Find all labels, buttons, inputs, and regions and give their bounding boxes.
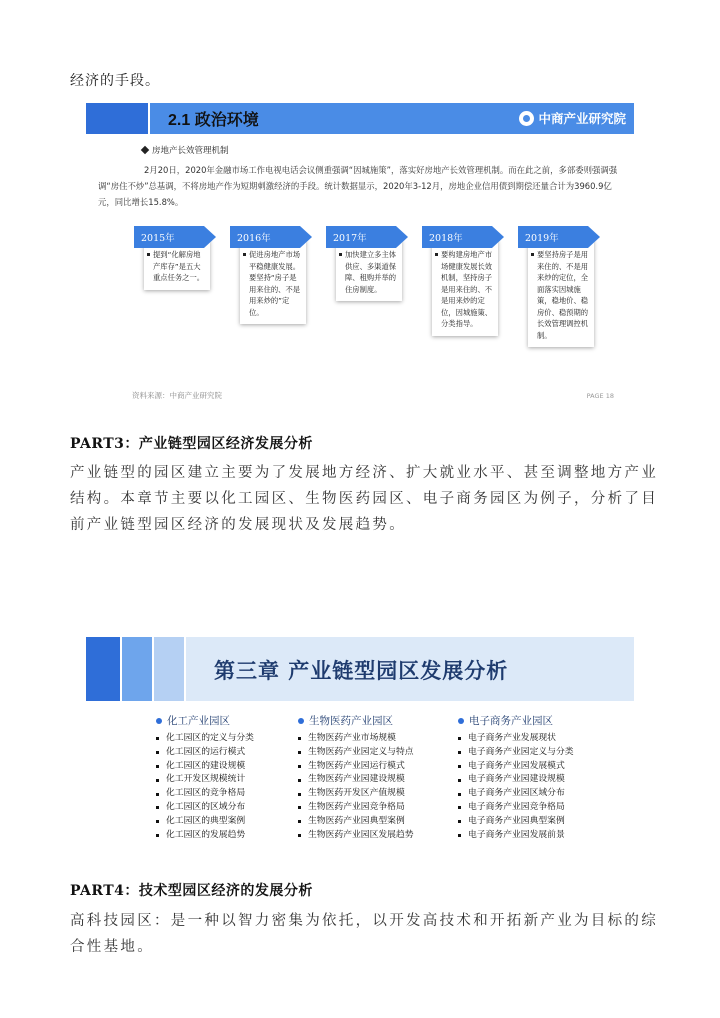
slide-political-environment	[86, 100, 634, 410]
timeline-year: 2016年	[230, 226, 300, 248]
timeline-year: 2018年	[422, 226, 492, 248]
list-item-text: 化工园区的区域分布	[166, 801, 246, 812]
list-item	[458, 829, 574, 843]
list-item-text: 电子商务产业园区域分布	[468, 788, 565, 799]
list-item-text: 化工园区的建设规模	[166, 760, 246, 771]
header-accent-block	[86, 637, 120, 701]
timeline-year: 2019年	[518, 226, 588, 248]
list-item-text: 化工开发区规模统计	[166, 774, 246, 785]
timeline-year: 2015年	[134, 226, 204, 248]
list-item-text: 化工园区的典型案例	[166, 815, 246, 826]
timeline-text: 促进房地产市场平稳健康发展。要坚持“房子是用来住的、不是用来炒的”定位。	[249, 250, 301, 317]
timeline-card	[432, 240, 498, 336]
list-item-text: 生物医药产业园定义与特点	[308, 746, 414, 757]
timeline-text: 加快建立多主体供应、多渠道保障、租购并举的住房制度。	[345, 250, 397, 294]
list-item-text: 电子商务产业园定义与分类	[468, 746, 574, 757]
slide-body-text: 2月20日，2020年金融市场工作电视电话会议侧重强调“因城施策”，落实好房地产长效管理机制。而在此之前，多部委则强调强调“房住不炒”总基调，不将房地产作为短期刺激经济的手段。统计数据显示，2020年3-12月，房地企业信用债到期偿还量合计为3960.9亿元，同比增长15.8%。	[98, 165, 618, 207]
list-item	[298, 760, 414, 774]
header-accent-block	[86, 103, 148, 134]
timeline-text: 提到“化解房地产库存”是五大重点任务之一。	[153, 250, 205, 282]
slide-title: 2.1 政治环境	[168, 112, 259, 129]
timeline-year: 2017年	[326, 226, 396, 248]
subtitle-text: 房地产长效管理机制	[152, 146, 229, 156]
slide-header	[86, 100, 634, 138]
arrow-right-icon	[492, 226, 504, 248]
timeline-card	[336, 240, 402, 301]
list-item-text: 生物医药开发区产值规模	[308, 788, 405, 799]
page-number: PAGE 18	[586, 392, 614, 400]
intro-tail-text: 经济的手段。	[70, 73, 160, 89]
list-item	[458, 815, 574, 829]
list-item	[458, 773, 574, 787]
column-heading	[458, 713, 574, 728]
dot-bullet-icon	[298, 718, 304, 724]
list-item	[156, 732, 254, 746]
list-item-text: 化工园区的运行模式	[166, 746, 246, 757]
policy-timeline	[134, 226, 614, 376]
list-item-text: 化工园区的竞争格局	[166, 788, 246, 799]
source-note: 资料来源：中商产业研究院	[132, 391, 222, 400]
list-item-text: 电子商务产业园竞争格局	[468, 801, 565, 812]
timeline-card	[240, 240, 306, 324]
list-item-text: 生物医药产业市场规模	[308, 733, 396, 743]
header-accent-block	[154, 637, 184, 701]
chapter-title: 第三章 产业链型园区发展分析	[214, 659, 509, 683]
part4-paragraph: 高科技园区：是一种以智力密集为依托，以开发高技术和开拓新产业为目标的综合性基地。	[70, 913, 658, 955]
list-item-text: 生物医药产业园运行模式	[308, 760, 405, 771]
list-item	[458, 746, 574, 760]
list-item-text: 电子商务产业园建设规模	[468, 774, 565, 785]
timeline-text: 要构建房地产市场健康发展长效机制，坚持房子是用来住的、不是用来炒的定位，因城施策、分类指导。	[441, 250, 493, 328]
topic-column-chemical	[156, 713, 254, 842]
header-accent-block	[122, 637, 152, 701]
list-item-text: 电子商务产业发展现状	[468, 733, 556, 743]
list-item-text: 电子商务产业园发展前景	[468, 829, 565, 840]
dot-bullet-icon	[156, 718, 162, 724]
list-item	[156, 760, 254, 774]
part3-heading: PART3：产业链型园区经济发展分析	[70, 436, 313, 452]
list-item	[298, 773, 414, 787]
column-heading-text: 电子商务产业园区	[469, 715, 553, 727]
timeline-text: 要坚持房子是用来住的、不是用来炒的定位，全面落实因城施策，稳地价、稳房价、稳预期的长效管理调控机制。	[537, 250, 589, 340]
logo-icon	[519, 111, 534, 126]
list-item-text: 化工园区的定义与分类	[166, 733, 254, 743]
list-item	[298, 732, 414, 746]
list-item-text: 电子商务产业园发展模式	[468, 760, 565, 771]
list-item	[298, 787, 414, 801]
list-item	[156, 801, 254, 815]
arrow-right-icon	[204, 226, 216, 248]
list-item-text: 生物医药产业园建设规模	[308, 774, 405, 785]
list-item	[298, 746, 414, 760]
arrow-right-icon	[396, 226, 408, 248]
list-item	[458, 732, 574, 746]
diamond-bullet-icon	[141, 146, 149, 154]
topic-column-biomedicine	[298, 713, 414, 842]
column-heading	[156, 713, 254, 728]
brand-logo	[519, 109, 626, 127]
column-heading-text: 生物医药产业园区	[309, 715, 393, 727]
logo-text: 中商产业研究院	[538, 111, 626, 126]
list-item	[458, 787, 574, 801]
dot-bullet-icon	[458, 718, 464, 724]
list-item	[156, 829, 254, 843]
column-heading-text: 化工产业园区	[167, 715, 230, 727]
list-item	[298, 815, 414, 829]
arrow-right-icon	[300, 226, 312, 248]
list-item-text: 生物医药产业园典型案例	[308, 815, 405, 826]
timeline-card	[528, 240, 594, 347]
slide-subtitle	[142, 144, 229, 156]
part4-heading: PART4：技术型园区经济的发展分析	[70, 883, 313, 899]
list-item-text: 电子商务产业园典型案例	[468, 815, 565, 826]
list-item	[298, 801, 414, 815]
list-item-text: 生物医药产业园竞争格局	[308, 801, 405, 812]
list-item-text: 化工园区的发展趋势	[166, 829, 246, 840]
list-item	[156, 746, 254, 760]
list-item	[458, 760, 574, 774]
topic-column-ecommerce	[458, 713, 574, 842]
list-item	[156, 815, 254, 829]
part3-paragraph: 产业链型的园区建立主要为了发展地方经济、扩大就业水平、甚至调整地方产业结构。本章节主要以化工园区、生物医药园区、电子商务园区为例子，分析了目前产业链型园区经济的发展现状及发展趋势。	[70, 465, 658, 533]
column-heading	[298, 713, 414, 728]
slide-chapter3	[86, 635, 634, 860]
list-item	[458, 801, 574, 815]
list-item	[156, 787, 254, 801]
list-item-text: 生物医药产业园区发展趋势	[308, 829, 414, 840]
list-item	[298, 829, 414, 843]
arrow-right-icon	[588, 226, 600, 248]
list-item	[156, 773, 254, 787]
